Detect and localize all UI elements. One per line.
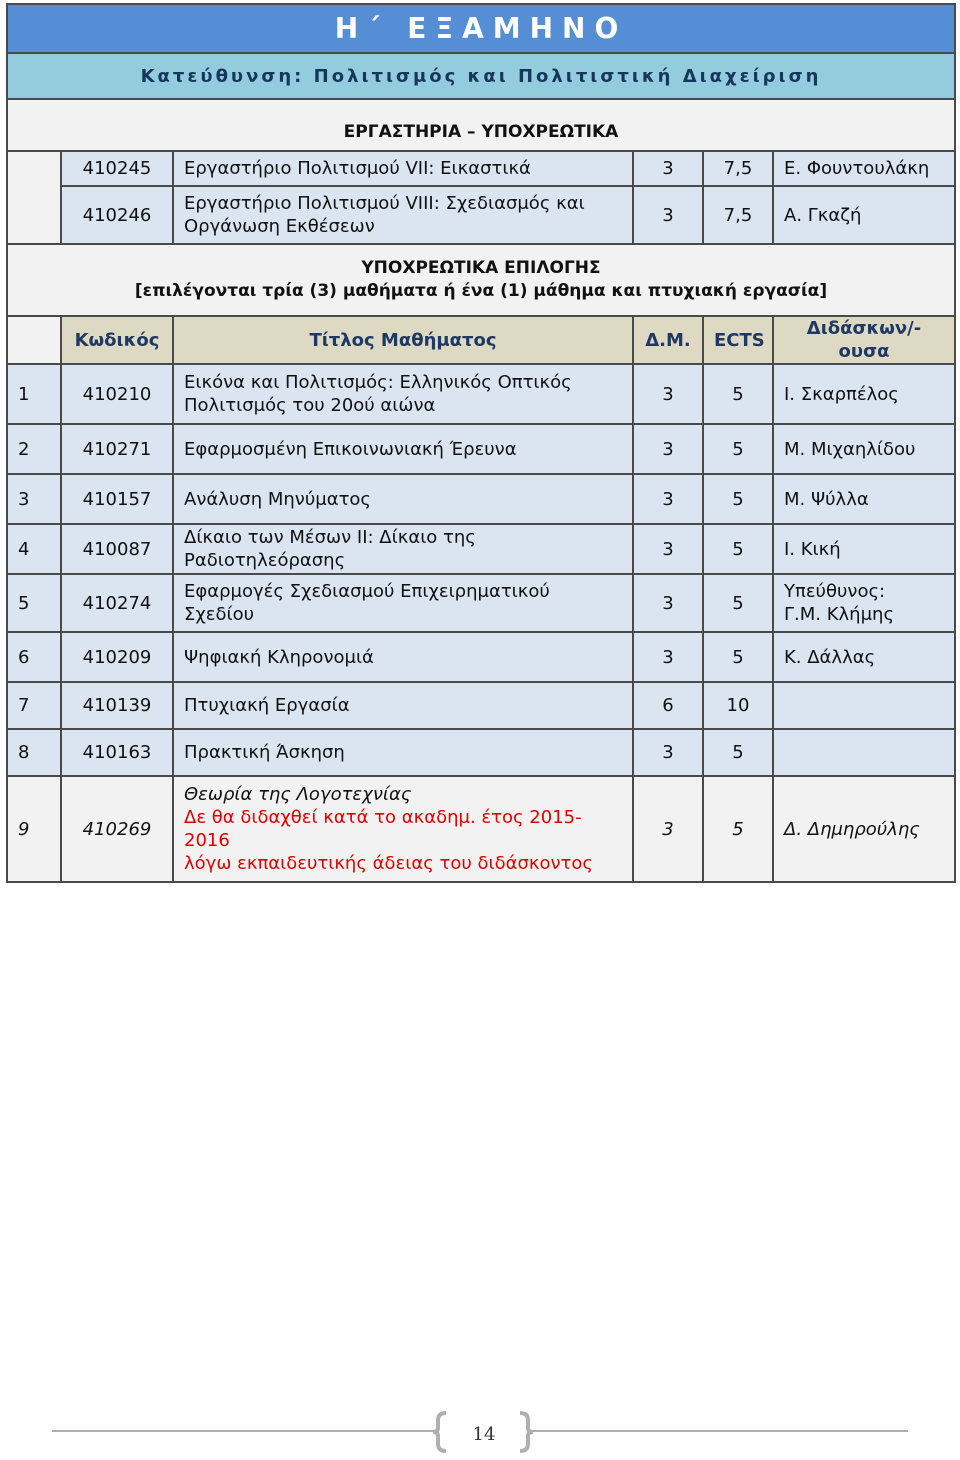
course-instructor: Κ. Δάλλας	[773, 632, 955, 682]
course-title: Δίκαιο των Μέσων ΙΙ: Δίκαιο της Ραδιοτηλεόρασης	[173, 524, 633, 574]
course-ects: 10	[703, 682, 773, 729]
course-code: 410246	[61, 186, 173, 244]
table-row	[7, 186, 955, 244]
table-row	[7, 729, 955, 776]
empty-cell	[7, 151, 61, 244]
elective-heading	[7, 244, 955, 316]
course-dm: 3	[633, 364, 703, 424]
course-instructor: Ι. Σκαρπέλος	[773, 364, 955, 424]
course-code: 410274	[61, 574, 173, 632]
course-code: 410163	[61, 729, 173, 776]
course-instructor: Μ. Ψύλλα	[773, 474, 955, 524]
course-note: Δε θα διδαχθεί κατά το ακαδημ. έτος 2015-2016	[184, 807, 582, 851]
course-ects: 5	[703, 632, 773, 682]
course-instructor: Μ. Μιχαηλίδου	[773, 424, 955, 474]
row-number: 6	[7, 632, 61, 682]
table-row	[7, 474, 955, 524]
instructor-line: Υπεύθυνος:	[784, 581, 886, 602]
direction-title: Κατεύθυνση: Πολιτισμός και Πολιτιστική Διαχείριση	[7, 53, 955, 99]
course-dm: 3	[633, 729, 703, 776]
course-title-line: Πολιτισμός του 20ού αιώνα	[184, 395, 436, 416]
col-ects-header: ECTS	[703, 316, 773, 364]
course-instructor	[773, 682, 955, 729]
table-row	[7, 524, 955, 574]
row-number: 9	[7, 776, 61, 882]
course-title: Ανάλυση Μηνύματος	[173, 474, 633, 524]
course-ects: 5	[703, 574, 773, 632]
footer-divider	[52, 1430, 438, 1432]
footer-divider	[530, 1430, 908, 1432]
semester-title: Η΄ ΕΞΑΜΗΝΟ	[7, 4, 955, 53]
page-footer	[0, 1410, 960, 1460]
right-bracket-icon	[516, 1410, 536, 1454]
instructor-line: Γ.Μ. Κλήμης	[784, 604, 895, 625]
course-code: 410139	[61, 682, 173, 729]
column-header-row	[7, 316, 955, 364]
course-ects: 7,5	[703, 151, 773, 186]
table-row	[7, 776, 955, 882]
course-instructor	[773, 729, 955, 776]
col-title-header: Τίτλος Μαθήματος	[173, 316, 633, 364]
course-title-line: Οργάνωση Εκθέσεων	[184, 216, 375, 237]
table-row	[7, 632, 955, 682]
course-code: 410269	[61, 776, 173, 882]
table-row	[7, 424, 955, 474]
course-code: 410271	[61, 424, 173, 474]
course-dm: 3	[633, 474, 703, 524]
course-code: 410245	[61, 151, 173, 186]
col-code-header: Κωδικός	[61, 316, 173, 364]
course-title	[173, 186, 633, 244]
course-dm: 3	[633, 186, 703, 244]
course-instructor	[773, 574, 955, 632]
row-number: 7	[7, 682, 61, 729]
course-dm: 6	[633, 682, 703, 729]
table-row	[7, 574, 955, 632]
course-title: Εφαρμοσμένη Επικοινωνιακή Έρευνα	[173, 424, 633, 474]
course-title: Πρακτική Άσκηση	[173, 729, 633, 776]
course-instructor: Α. Γκαζή	[773, 186, 955, 244]
curriculum-page	[6, 3, 954, 883]
row-number: 1	[7, 364, 61, 424]
course-ects: 5	[703, 364, 773, 424]
course-code: 410209	[61, 632, 173, 682]
course-dm: 3	[633, 776, 703, 882]
course-code: 410210	[61, 364, 173, 424]
course-instructor: Ι. Κική	[773, 524, 955, 574]
course-title-line: Εργαστήριο Πολιτισμού VIII: Σχεδιασμός και	[184, 193, 585, 214]
row-number: 5	[7, 574, 61, 632]
course-title	[173, 364, 633, 424]
course-instructor: Ε. Φουντουλάκη	[773, 151, 955, 186]
course-title: Εφαρμογές Σχεδιασμού Επιχειρηματικού Σχεδίου	[173, 574, 633, 632]
course-title: Εργαστήριο Πολιτισμού VII: Εικαστικά	[173, 151, 633, 186]
course-ects: 5	[703, 524, 773, 574]
row-number: 8	[7, 729, 61, 776]
course-note: λόγω εκπαιδευτικής άδειας του διδάσκοντος	[184, 853, 593, 874]
course-title: Ψηφιακή Κληρονομιά	[173, 632, 633, 682]
col-dm-header: Δ.Μ.	[633, 316, 703, 364]
course-title-line: Θεωρία της Λογοτεχνίας	[184, 784, 412, 805]
course-dm: 3	[633, 151, 703, 186]
elective-subtitle: [επιλέγονται τρία (3) μαθήματα ή ένα (1) μάθημα και πτυχιακή εργασία]	[134, 281, 828, 301]
course-ects: 5	[703, 424, 773, 474]
course-dm: 3	[633, 524, 703, 574]
course-code: 410157	[61, 474, 173, 524]
course-ects: 5	[703, 776, 773, 882]
row-number: 2	[7, 424, 61, 474]
course-dm: 3	[633, 632, 703, 682]
course-instructor: Δ. Δημηρούλης	[773, 776, 955, 882]
table-row	[7, 364, 955, 424]
table-row	[7, 682, 955, 729]
course-ects: 7,5	[703, 186, 773, 244]
course-dm: 3	[633, 574, 703, 632]
row-number: 3	[7, 474, 61, 524]
course-title	[173, 776, 633, 882]
course-code: 410087	[61, 524, 173, 574]
course-ects: 5	[703, 474, 773, 524]
semester-table	[6, 3, 956, 883]
labs-heading: ΕΡΓΑΣΤΗΡΙΑ – ΥΠΟΧΡΕΩΤΙΚΑ	[7, 99, 955, 151]
course-dm: 3	[633, 424, 703, 474]
course-title: Πτυχιακή Εργασία	[173, 682, 633, 729]
page-number: 14	[472, 1424, 496, 1445]
empty-cell	[7, 316, 61, 364]
left-bracket-icon	[430, 1410, 450, 1454]
course-ects: 5	[703, 729, 773, 776]
row-number: 4	[7, 524, 61, 574]
table-row	[7, 151, 955, 186]
course-title-line: Εικόνα και Πολιτισμός: Ελληνικός Οπτικός	[184, 372, 572, 393]
col-instructor-header: Διδάσκων/-ουσα	[773, 316, 955, 364]
elective-title: ΥΠΟΧΡΕΩΤΙΚΑ ΕΠΙΛΟΓΗΣ	[361, 258, 601, 278]
